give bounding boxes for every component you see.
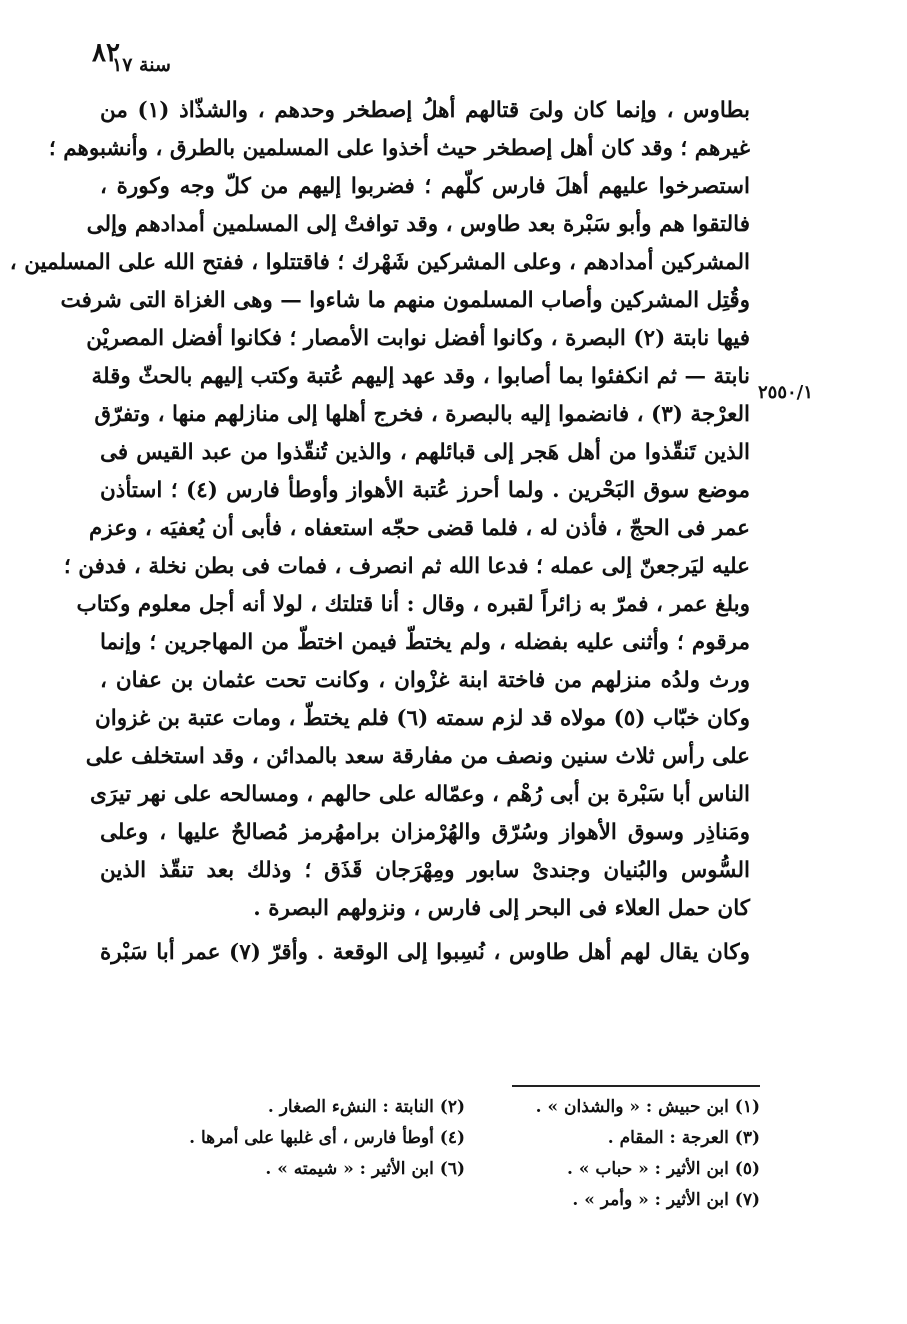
text-line: عليه ليَرجعنّ إلى عمله ؛ فدعا الله ثم انصرف ، فمات فى بطن نخلة ، فدفن ؛ bbox=[63, 554, 750, 579]
text-line: نابتة — ثم انكفئوا بما أصابوا ، وقد عهد إليهم عُتبة وكتب إليهم بالحثّ وقلة bbox=[91, 364, 750, 389]
text-line: ومَناذِر وسوق الأهواز وسُرّق والهُرْمزان برامهُرمز مُصالحٌ عليها ، وعلى bbox=[100, 820, 750, 845]
text-line: الذين تَنقّذوا من أهل هَجر إلى قبائلهم ، والذين تُنقّذوا من عبد القيس فى bbox=[100, 440, 750, 465]
text-line: وكان خبّاب (٥) مولاه قد لزم سمته (٦) فلم يختطّ ، ومات عتبة بن غزوان bbox=[94, 706, 750, 731]
text-line: وكان يقال لهم أهل طاوس ، نُسِبوا إلى الوقعة . وأقرّ (٧) عمر أبا سَبْرة bbox=[100, 940, 751, 965]
text-line: على رأس ثلاث سنين ونصف من مفارقة سعد بالمدائن ، وقد استخلف على bbox=[85, 744, 750, 769]
text-line: عمر فى الحجّ ، فأذن له ، فلما قضى حجّه استعفاه ، فأبى أن يُعفيَه ، وعزم bbox=[89, 516, 750, 541]
footnote: (١) ابن حبيش : « والشذان » . bbox=[535, 1097, 760, 1117]
body-text bbox=[9, 92, 751, 972]
text-line: استصرخوا عليهم أهلَ فارس كلّهم ؛ فضربوا إليهم من كلّ وجه وكورة ، bbox=[100, 174, 750, 199]
text-line: بطاوس ، وإنما كان ولىَ قتالهم أهلُ إصطخر وحدهم ، والشذّاذ (١) من bbox=[100, 98, 751, 123]
footnote-rule bbox=[512, 1085, 760, 1087]
footnote: (٥) ابن الأثير : « حباب » . bbox=[567, 1159, 760, 1179]
footnotes bbox=[170, 1092, 760, 1216]
text-line: كان حمل العلاء فى البحر إلى فارس ، ونزولهم البصرة . bbox=[253, 896, 750, 921]
text-line: وبلغ عمر ، فمرّ به زائراً لقبره ، وقال : أنا قتلتك ، لولا أنه أجل معلوم وكتاب bbox=[76, 592, 750, 617]
text-line: السُّوس والبُنيان وجندىْ سابور ومِهْرَجان قَذَق ؛ وذلك بعد تنقّذ الذين bbox=[100, 858, 750, 883]
footnote: (٤) أوطأ فارس ، أى غلبها على أمرها . bbox=[189, 1128, 465, 1148]
text-line: غيرهم ؛ وقد كان أهل إصطخر حيث أخذوا على المسلمين بالطرق ، وأنشبوهم ؛ bbox=[48, 136, 750, 161]
year-label: سنة ١٧ bbox=[112, 54, 171, 76]
footnote: (٧) ابن الأثير : « وأمر » . bbox=[572, 1190, 760, 1210]
text-line: فالتقوا هم وأبو سَبْرة بعد طاوس ، وقد توافتْ إلى المسلمين أمدادهم وإلى bbox=[86, 212, 750, 237]
text-line: موضع سوق البَحْرين . ولما أحرز عُتبة الأهواز وأوطأ فارس (٤) ؛ استأذن bbox=[100, 478, 750, 503]
text-line: ورث ولدُه منزلهم من فاختة ابنة غزْوان ، وكانت تحت عثمان بن عفان ، bbox=[100, 668, 750, 693]
text-line: العرْجة (٣) ، فانضموا إليه بالبصرة ، فخرج أهلها إلى منازلهم منها ، وتفرّق bbox=[94, 402, 750, 427]
text-line: المشركين أمدادهم ، وعلى المشركين شَهْرك ؛ فاقتتلوا ، ففتح الله على المسلمين ، bbox=[9, 250, 750, 275]
text-line: مرقوم ؛ وأثنى عليه بفضله ، ولم يختطّ فيمن اختطّ من المهاجرين ؛ وإنما bbox=[100, 630, 750, 655]
text-line: فيها نابتة (٢) البصرة ، وكانوا أفضل نوابت الأمصار ؛ فكانوا أفضل المصريْن bbox=[86, 326, 750, 351]
footnote: (٢) النابتة : النشء الصغار . bbox=[267, 1097, 465, 1117]
text-line: الناس أبا سَبْرة بن أبى رُهْم ، وعمّاله على حالهم ، ومسالحه على نهر تيرَى bbox=[90, 782, 750, 807]
page-number: ٨٢ bbox=[92, 38, 120, 68]
text-line: وقُتِل المشركين وأصاب المسلمون منهم ما شاءوا — وهى الغزاة التى شرفت bbox=[60, 288, 750, 313]
margin-reference: ٢٥٥٠/١ bbox=[758, 382, 813, 403]
footnote: (٣) العرجة : المقام . bbox=[607, 1128, 760, 1148]
footnote: (٦) ابن الأثير : « شيمته » . bbox=[265, 1159, 465, 1179]
